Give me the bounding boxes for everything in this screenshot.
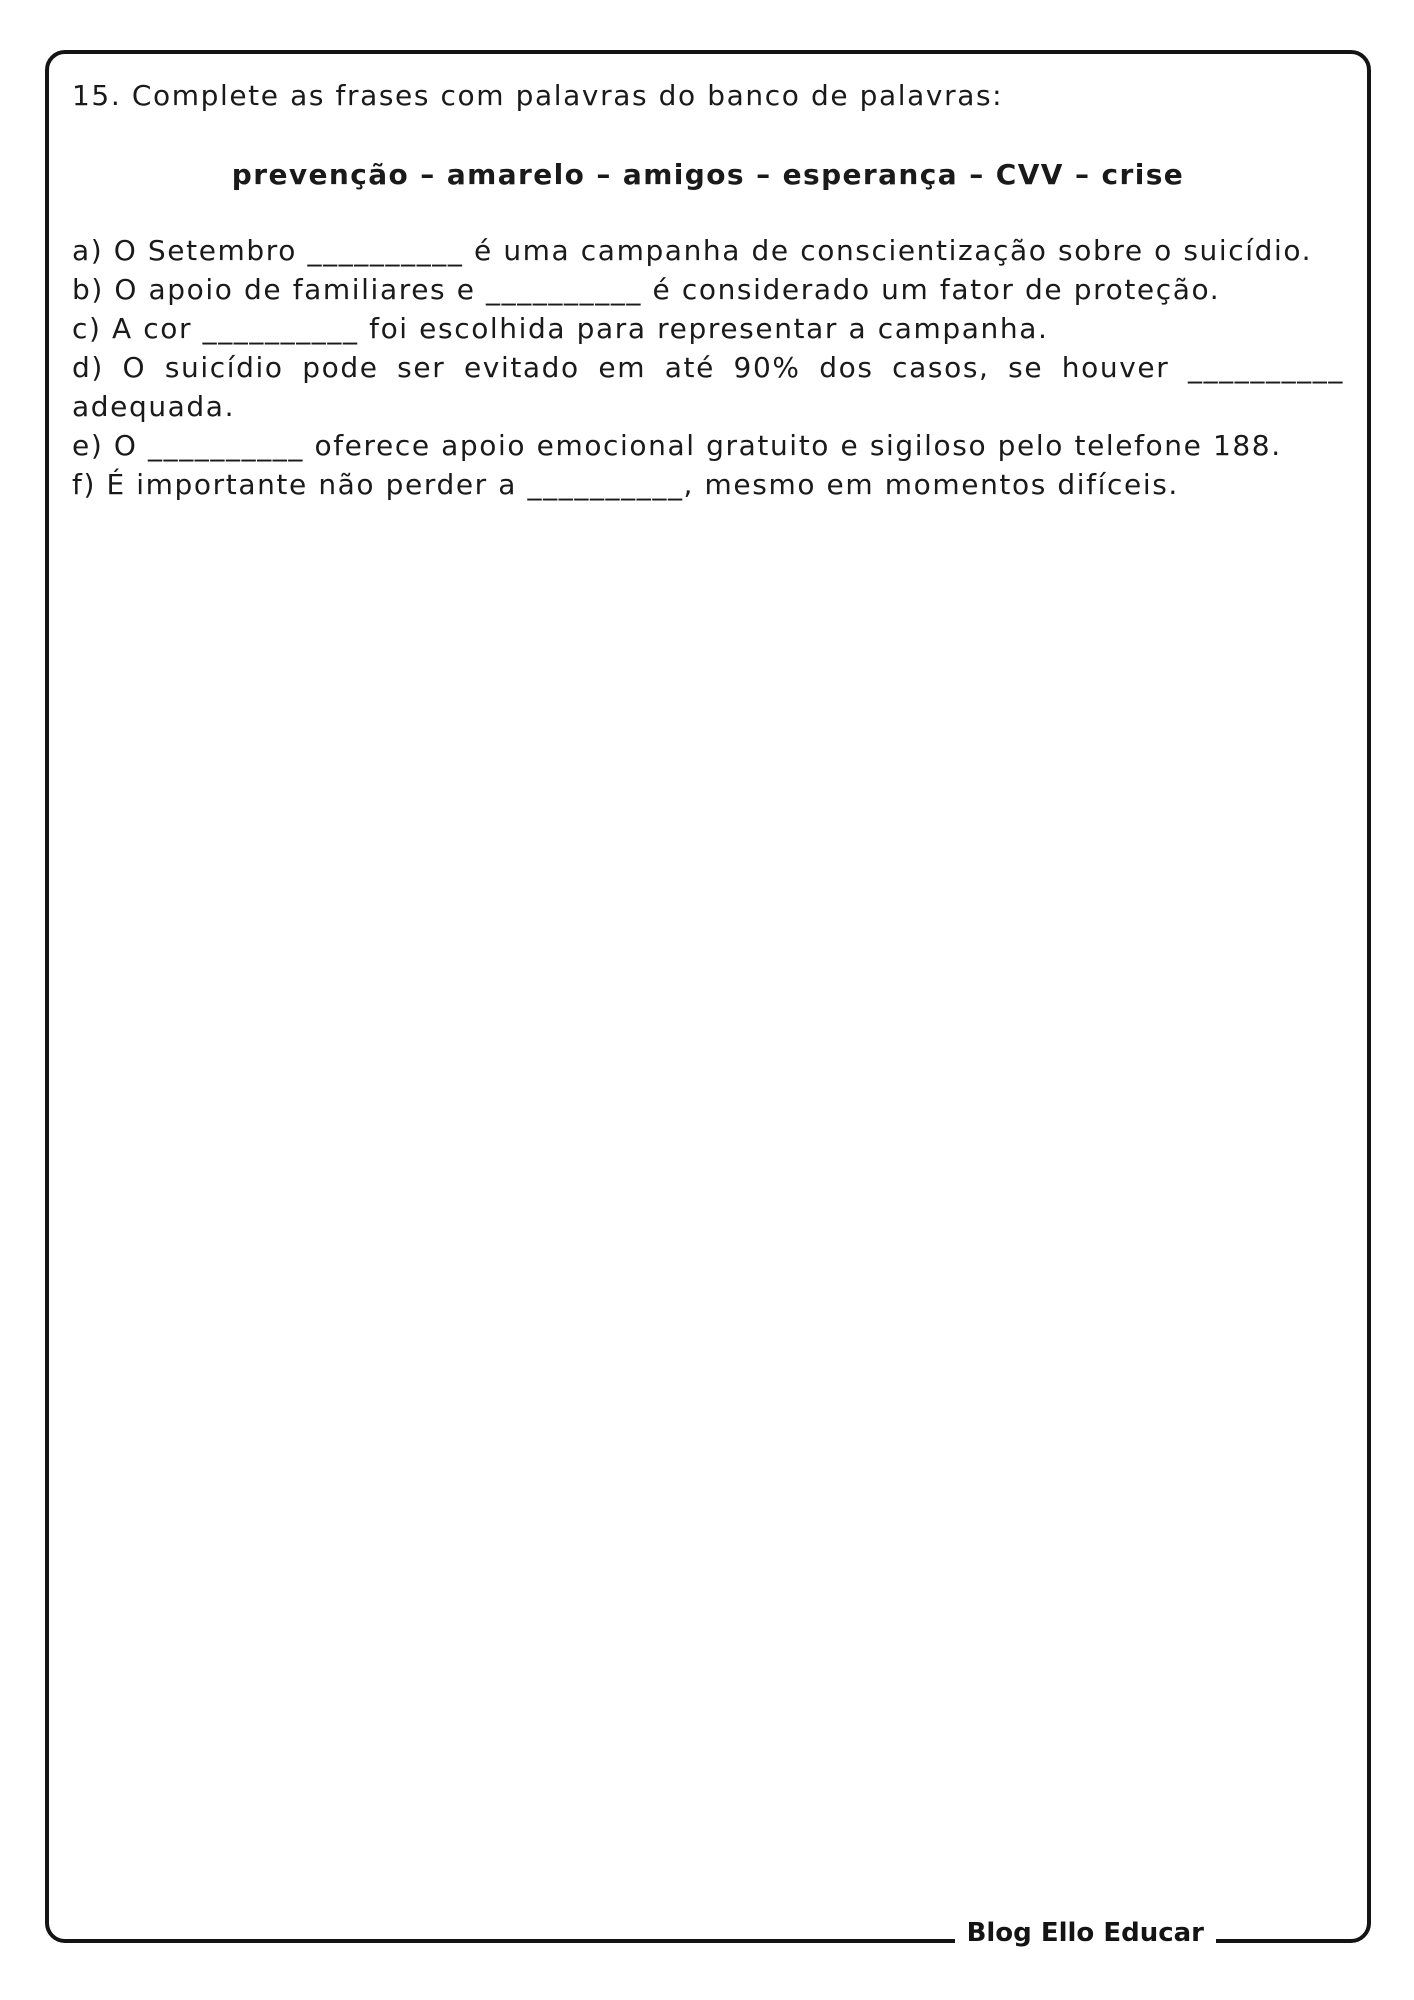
- word-bank: prevenção – amarelo – amigos – esperança – CVV – crise: [231, 158, 1185, 191]
- exercise-item-a: a) O Setembro __________ é uma campanha de conscientização sobre o suicídio.: [72, 234, 1313, 267]
- exercise-item-e: e) O __________ oferece apoio emocional gratuito e sigiloso pelo telefone 188.: [72, 429, 1282, 462]
- footer: [45, 1915, 1371, 1955]
- question-title: 15. Complete as frases com palavras do banco de palavras:: [72, 79, 1004, 112]
- worksheet: [72, 76, 1344, 504]
- exercise-item-f: f) É importante não perder a __________, mesmo em momentos difíceis.: [72, 468, 1179, 501]
- exercise-item-d: d) O suicídio pode ser evitado em até 90% dos casos, se houver __________ adequada.: [72, 351, 1344, 423]
- exercise-item-b: b) O apoio de familiares e __________ é considerado um fator de proteção.: [72, 273, 1221, 306]
- exercise-items: [72, 231, 1344, 504]
- footer-brand: Blog Ello Educar: [955, 1913, 1216, 1953]
- exercise-item-c: c) A cor __________ foi escolhida para representar a campanha.: [72, 312, 1049, 345]
